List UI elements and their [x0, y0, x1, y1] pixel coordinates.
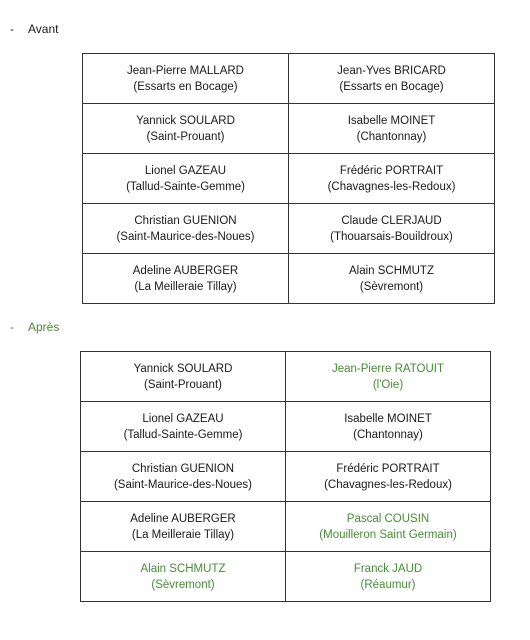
member-name: Yannick SOULARD [136, 114, 235, 127]
member-cell [289, 154, 495, 204]
section-title-avant: Avant [28, 22, 59, 36]
member-place: (Tallud-Sainte-Gemme) [126, 180, 245, 193]
member-name: Alain SCHMUTZ [349, 264, 434, 277]
member-cell [286, 452, 491, 502]
table-row [81, 552, 491, 602]
member-name: Adeline AUBERGER [132, 264, 239, 277]
member-cell [81, 552, 286, 602]
member-cell [83, 54, 289, 104]
member-name: Jean-Pierre MALLARD [127, 64, 244, 77]
member-cell [289, 204, 495, 254]
table-apres [80, 351, 491, 602]
member-place: (Sèvremont) [359, 280, 424, 293]
member-name: Lionel GAZEAU [142, 412, 224, 425]
member-name: Franck JAUD [353, 562, 423, 575]
member-place: (Saint-Maurice-des-Noues) [116, 230, 255, 243]
member-name: Pascal COUSIN [346, 512, 430, 525]
table-row [81, 502, 491, 552]
member-place: (La Meilleraie Tillay) [134, 280, 237, 293]
table-row [83, 154, 495, 204]
member-place: (Saint-Prouant) [144, 378, 222, 391]
table-row [83, 54, 495, 104]
member-place: (Chantonnay) [353, 428, 423, 441]
member-cell [289, 254, 495, 304]
member-place: (La Meilleraie Tillay) [131, 528, 235, 541]
section-title-apres: Après [28, 320, 60, 334]
member-cell [286, 402, 491, 452]
table-row [83, 254, 495, 304]
member-name: Jean-Pierre RATOUIT [331, 362, 445, 375]
member-cell [83, 154, 289, 204]
member-cell [286, 552, 491, 602]
section-heading-avant [10, 22, 58, 36]
member-place: (Saint-Maurice-des-Noues) [113, 478, 253, 491]
member-place: (Essarts en Bocage) [133, 80, 238, 93]
member-place: (Essarts en Bocage) [339, 80, 444, 93]
table-row [83, 204, 495, 254]
member-place: (Mouilleron Saint Germain) [319, 528, 457, 541]
member-cell [83, 204, 289, 254]
member-name: Yannick SOULARD [133, 362, 233, 375]
member-cell [289, 54, 495, 104]
table-row [81, 402, 491, 452]
member-place: (Tallud-Sainte-Gemme) [123, 428, 243, 441]
member-cell [81, 502, 286, 552]
member-cell [81, 452, 286, 502]
member-cell [83, 104, 289, 154]
member-name: Isabelle MOINET [347, 114, 436, 127]
member-place: (Réaumur) [360, 578, 416, 591]
member-cell [286, 502, 491, 552]
bullet-dash: - [10, 320, 14, 334]
member-name: Isabelle MOINET [344, 412, 432, 425]
member-place: (Chavagnes-les-Redoux) [324, 478, 452, 491]
member-name: Christian GUENION [131, 462, 235, 475]
member-name: Lionel GAZEAU [144, 164, 227, 177]
table-row [81, 352, 491, 402]
member-cell [286, 352, 491, 402]
member-cell [83, 254, 289, 304]
bullet-dash: - [10, 22, 14, 36]
member-name: Jean-Yves BRICARD [337, 64, 446, 77]
member-place: (Thouarsais-Bouildroux) [330, 230, 453, 243]
member-place: (l'Oie) [372, 378, 404, 391]
member-name: Adeline AUBERGER [130, 512, 236, 525]
member-place: (Chantonnay) [356, 130, 427, 143]
member-cell [81, 352, 286, 402]
member-name: Frédéric PORTRAIT [336, 462, 440, 475]
member-place: (Saint-Prouant) [146, 130, 225, 143]
member-place: (Sèvremont) [151, 578, 215, 591]
table-row [83, 104, 495, 154]
member-name: Claude CLERJAUD [341, 214, 442, 227]
member-name: Alain SCHMUTZ [140, 562, 226, 575]
member-name: Frédéric PORTRAIT [339, 164, 444, 177]
member-cell [81, 402, 286, 452]
member-place: (Chavagnes-les-Redoux) [327, 180, 456, 193]
table-avant [82, 53, 495, 304]
member-cell [289, 104, 495, 154]
section-heading-apres [10, 320, 59, 334]
member-name: Christian GUENION [134, 214, 237, 227]
table-row [81, 452, 491, 502]
